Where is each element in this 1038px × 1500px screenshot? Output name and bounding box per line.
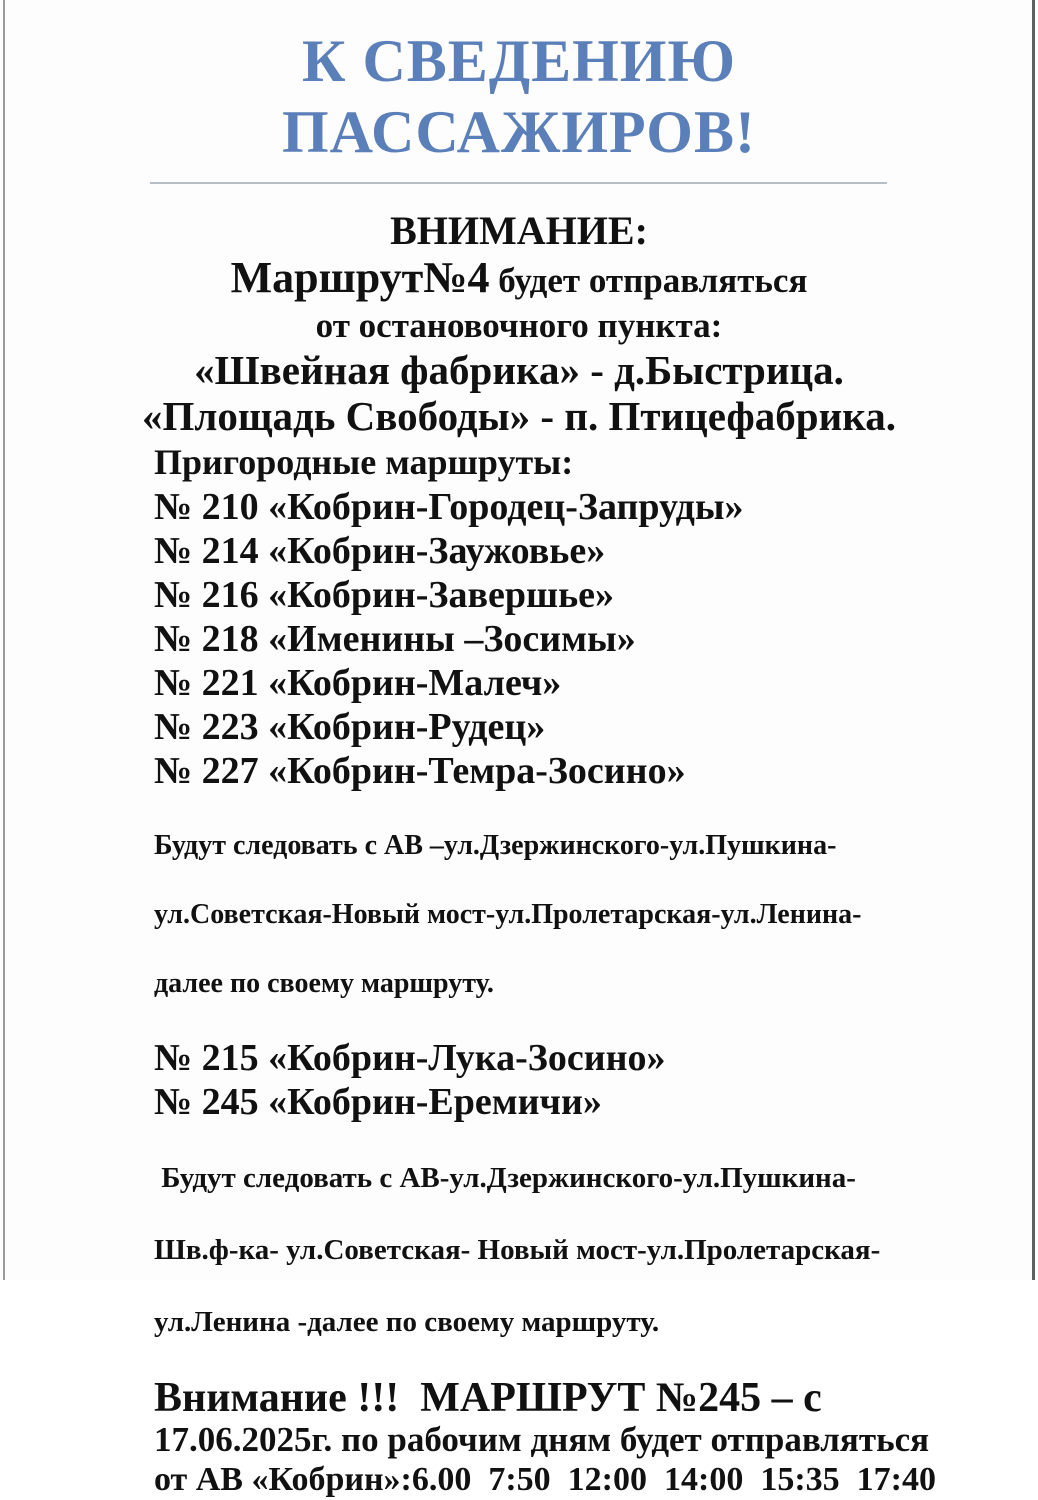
title-divider xyxy=(150,182,887,184)
route-item-210: № 210 «Кобрин-Городец-Запруды» xyxy=(154,485,744,528)
route4-tail: будет отправляться xyxy=(489,260,808,300)
note-line: далее по своему маршруту. xyxy=(154,967,494,999)
final-attention: Внимание !!! МАРШРУТ №245 – с xyxy=(154,1374,822,1421)
note-line: Шв.ф-ка- ул.Советская- Новый мост-ул.Пролетарская- xyxy=(154,1233,881,1266)
photo-left-edge-line xyxy=(3,0,5,1280)
note-line: Будут следовать с АВ –ул.Дзержинского-ул.Пушкина- xyxy=(154,829,837,861)
attention-heading: ВНИМАНИЕ: xyxy=(390,207,648,253)
route-item-215: № 215 «Кобрин-Лука-Зосино» xyxy=(154,1036,666,1079)
final-schedule-date-line: 17.06.2025г. по рабочим дням будет отправляться xyxy=(154,1419,930,1459)
route-item-245: № 245 «Кобрин-Еремичи» xyxy=(154,1080,602,1123)
suburban-heading: Пригородные маршруты: xyxy=(154,441,574,482)
page-title-line1: К СВЕДЕНИЮ xyxy=(301,28,737,94)
notice-header xyxy=(0,0,1038,184)
route4-line xyxy=(0,254,1038,305)
route-item-227: № 227 «Кобрин-Темра-Зосино» xyxy=(154,749,686,792)
stop-line-ploschad: «Площадь Свободы» - п. Птицефабрика. xyxy=(142,392,896,439)
note-line: ул.Советская-Новый мост-ул.Пролетарская-ул.Ленина- xyxy=(154,898,862,930)
route-item-216: № 216 «Кобрин-Завершье» xyxy=(154,573,615,616)
route-item-221: № 221 «Кобрин-Малеч» xyxy=(154,661,562,704)
page-title xyxy=(0,0,1038,168)
photo-right-edge-line xyxy=(1032,0,1035,1280)
note-line: ул.Ленина -далее по своему маршруту. xyxy=(154,1305,660,1338)
notice-body xyxy=(0,184,1038,1500)
stop-line-shveynaya: «Швейная фабрика» - д.Быстрица. xyxy=(194,346,844,393)
route4-number: Маршрут№4 xyxy=(230,252,490,302)
note-line: Будут следовать с АВ-ул.Дзержинского-ул.Пушкина- xyxy=(154,1161,856,1194)
stops-intro: от остановочного пункта: xyxy=(315,305,723,345)
route-item-214: № 214 «Кобрин-Заужовье» xyxy=(154,529,606,572)
route-note-group1 xyxy=(0,793,1038,1036)
final-schedule-times-line: от АВ «Кобрин»:6.00 7:50 12:00 14:00 15:35 17:40 xyxy=(154,1460,936,1498)
page-title-line2: ПАССАЖИРОВ! xyxy=(282,98,756,165)
route-item-218: № 218 «Именины –Зосимы» xyxy=(154,617,636,660)
route-note-group2 xyxy=(0,1124,1038,1376)
route-item-223: № 223 «Кобрин-Рудец» xyxy=(154,705,546,748)
